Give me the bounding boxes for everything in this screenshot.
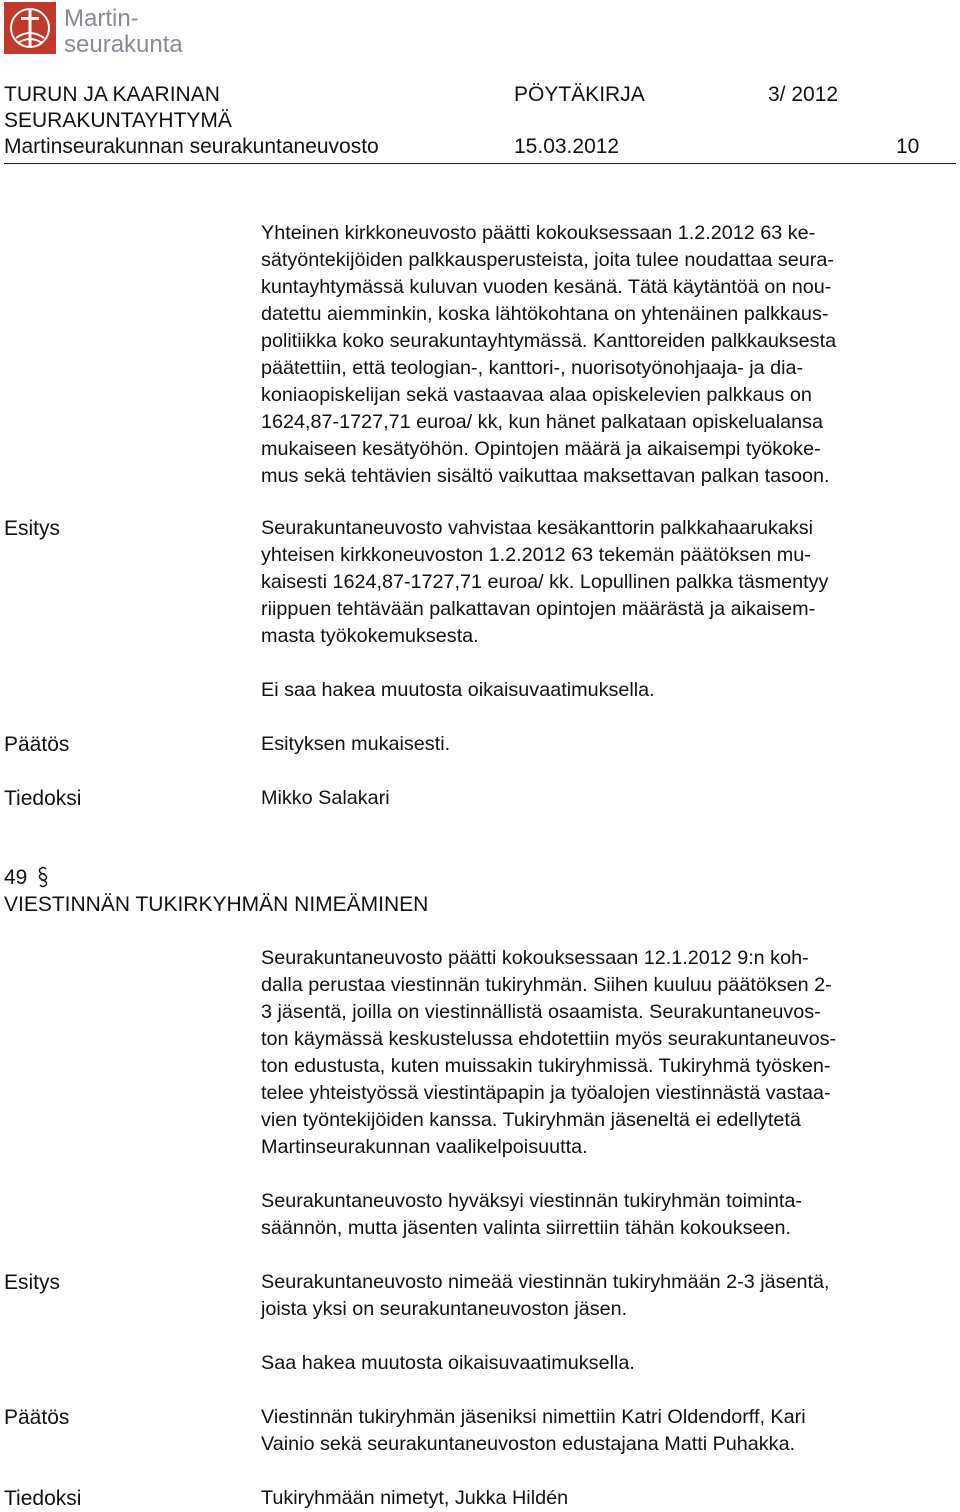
section-49-recipients: Tukiryhmään nimetyt, Jukka Hildén xyxy=(261,1487,569,1509)
section-48-proposal xyxy=(261,515,828,650)
text-line: Vainio sekä seurakuntaneuvoston edustajana Matti Puhakka. xyxy=(261,1433,796,1455)
section-sign-icon xyxy=(37,866,49,888)
text-line: säännön, mutta jäsenten valinta siirrettiin tähän kokoukseen. xyxy=(261,1217,792,1239)
paatos-label: Päätös xyxy=(4,733,70,756)
text-line: Seurakuntaneuvosto nimeää viestinnän tukiryhmään 2-3 jäsentä, xyxy=(261,1271,830,1293)
section-49-appeal: Saa hakea muutosta oikaisuvaatimuksella. xyxy=(261,1352,635,1374)
section-48-background xyxy=(261,220,836,490)
text-line: 1624,87-1727,71 euroa/ kk, kun hänet palkataan opiskelualansa xyxy=(261,411,823,433)
text-line: telee yhteistyössä viestintäpapin ja työalojen viestinnästä vastaa- xyxy=(261,1082,831,1104)
paatos-label: Päätös xyxy=(4,1406,70,1429)
section-48-decision: Esityksen mukaisesti. xyxy=(261,733,451,755)
text-line: yhteisen kirkkoneuvoston 1.2.2012 63 tekemän päätöksen mu- xyxy=(261,544,811,566)
text-line: joista yksi on seurakuntaneuvoston jäsen. xyxy=(261,1298,628,1320)
logo-line-2: seurakunta xyxy=(64,31,183,58)
martinseurakunta-logo xyxy=(4,2,204,58)
text-line: Viestinnän tukiryhmän jäseniksi nimettiin Katri Oldendorff, Kari xyxy=(261,1406,806,1428)
text-line: ton edustusta, kuten muissakin tukiryhmissä. Tukiryhmä työsken- xyxy=(261,1055,831,1077)
logo-line-1: Martin- xyxy=(64,5,139,32)
section-49-background xyxy=(261,945,836,1161)
section-48-recipients: Mikko Salakari xyxy=(261,787,390,809)
text-line: Martinseurakunnan vaalikelpoisuutta. xyxy=(261,1136,588,1158)
text-line: mus sekä tehtävien sisältö vaikuttaa maksettavan palkan tasoon. xyxy=(261,465,830,487)
text-line: dalla perustaa viestinnän tukiryhmän. Siihen kuuluu päätöksen 2- xyxy=(261,974,832,996)
text-line: Yhteinen kirkkoneuvosto päätti kokouksessaan 1.2.2012 63 ke- xyxy=(261,222,816,244)
text-line: ton käymässä keskustelussa ehdotettiin myös seurakuntaneuvos- xyxy=(261,1028,837,1050)
document-number: 3/ 2012 xyxy=(768,83,839,106)
text-line: Seurakuntaneuvosto päätti kokouksessaan 12.1.2012 9:n koh- xyxy=(261,947,809,969)
section-number-value: 49 xyxy=(4,866,28,889)
meeting-date: 15.03.2012 xyxy=(514,135,620,158)
section-title: VIESTINNÄN TUKIRKYHMÄN NIMEÄMINEN xyxy=(4,893,429,916)
logo-wordmark xyxy=(64,6,183,58)
section-49-proposal xyxy=(261,1269,830,1323)
tiedoksi-label: Tiedoksi xyxy=(4,1487,82,1510)
section-number xyxy=(4,864,49,891)
document-type: PÖYTÄKIRJA xyxy=(514,83,645,106)
text-line: riippuen tehtävään palkattavan opintojen määrästä ja aikaisem- xyxy=(261,598,816,620)
text-line: koniaopiskelijan sekä vastaavaa alaa opiskelevien palkkaus on xyxy=(261,384,812,406)
text-line: kuntayhtymässä kuluvan vuoden kesänä. Tätä käytäntöä on nou- xyxy=(261,276,832,298)
esitys-label: Esitys xyxy=(4,517,61,540)
text-line: datettu aiemminkin, koska lähtökohtana on yhtenäinen palkkaus- xyxy=(261,303,829,325)
text-line: Seurakuntaneuvosto hyväksyi viestinnän tukiryhmän toiminta- xyxy=(261,1190,802,1212)
text-line: mukaiseen kesätyöhön. Opintojen määrä ja aikaisempi työkoke- xyxy=(261,438,821,460)
text-line: Seurakuntaneuvosto vahvistaa kesäkanttorin palkkahaarukaksi xyxy=(261,517,814,539)
header-divider xyxy=(4,163,956,164)
text-line: päätettiin, että teologian-, kanttori-, nuorisotyönohjaaja- ja dia- xyxy=(261,357,804,379)
text-line: vien työntekijöiden kanssa. Tukiryhmän jäseneltä ei edellytetä xyxy=(261,1109,801,1131)
text-line: politiikka koko seurakuntayhtymässä. Kanttoreiden palkkauksesta xyxy=(261,330,837,352)
council-name: Martinseurakunnan seurakuntaneuvosto xyxy=(4,135,379,158)
esitys-label: Esitys xyxy=(4,1271,61,1294)
text-line: masta työkokemuksesta. xyxy=(261,625,479,647)
church-logo-icon xyxy=(4,2,56,54)
org-name-line-1: TURUN JA KAARINAN xyxy=(4,83,220,106)
org-name-line-2: SEURAKUNTAYHTYMÄ xyxy=(4,109,232,132)
section-49-decision xyxy=(261,1404,806,1458)
text-line: 3 jäsentä, joilla on viestinnällistä osaamista. Seurakuntaneuvos- xyxy=(261,1001,821,1023)
text-line: sätyöntekijöiden palkkausperusteista, joita tulee noudattaa seura- xyxy=(261,249,834,271)
text-line: kaisesti 1624,87-1727,71 euroa/ kk. Lopullinen palkka täsmentyy xyxy=(261,571,829,593)
section-48-appeal: Ei saa hakea muutosta oikaisuvaatimuksella. xyxy=(261,679,655,701)
tiedoksi-label: Tiedoksi xyxy=(4,787,82,810)
section-49-background-2 xyxy=(261,1188,802,1242)
page-number: 10 xyxy=(896,135,920,158)
